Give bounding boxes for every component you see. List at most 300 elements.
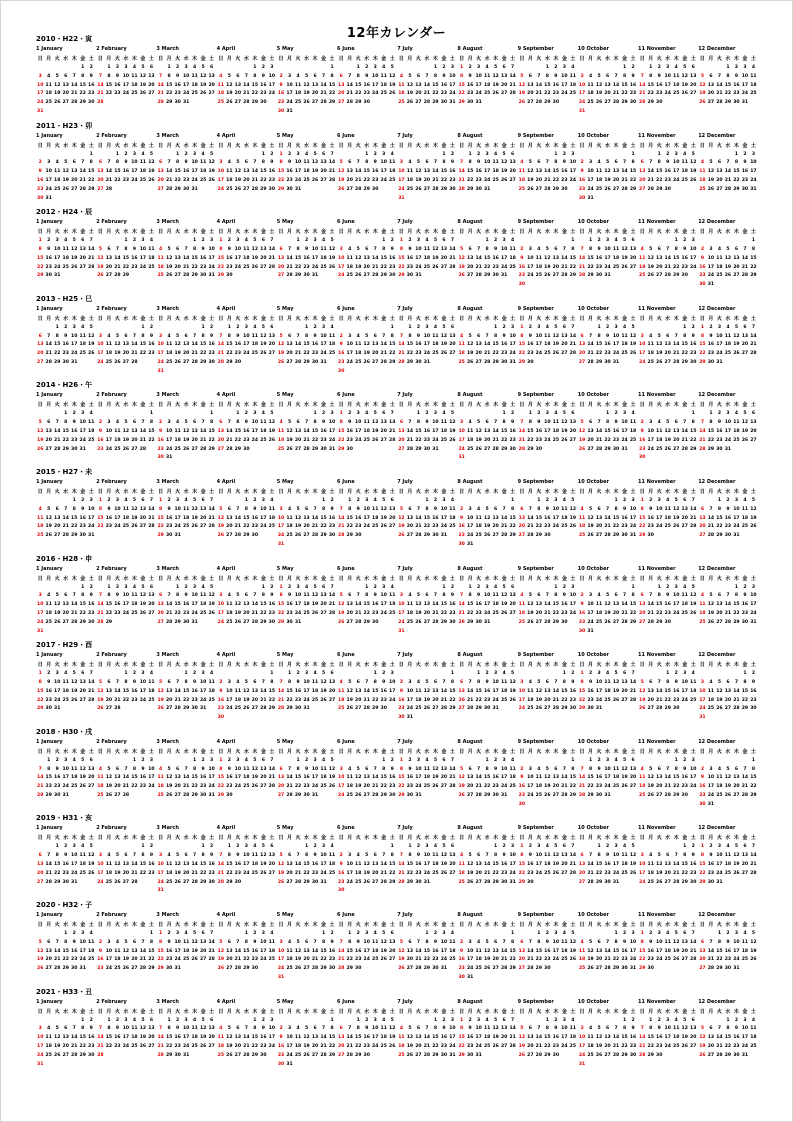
weekday-label: 木 xyxy=(673,56,679,62)
day-number: 26 xyxy=(191,524,198,530)
day-number: 25 xyxy=(639,273,646,279)
day-number: 2 xyxy=(691,844,695,850)
day-number: 3 xyxy=(502,238,506,244)
day-number: 1 xyxy=(442,584,446,590)
day-number: 18 xyxy=(191,82,198,88)
day-number: 26 xyxy=(449,437,456,443)
day-number: 4 xyxy=(734,411,739,417)
day-number: 16 xyxy=(483,688,491,694)
weekday-label: 日 xyxy=(398,56,404,62)
day-number: 29 xyxy=(174,186,181,192)
weekday-label: 日 xyxy=(579,56,585,62)
day-number: 25 xyxy=(398,100,405,106)
day-number: 20 xyxy=(45,437,52,443)
day-number: 16 xyxy=(707,342,715,348)
weekday-header xyxy=(277,489,337,496)
day-number: 6 xyxy=(511,151,515,157)
day-number: 11 xyxy=(45,82,52,88)
weekday-label: 水 xyxy=(123,489,129,495)
day-number: 27 xyxy=(105,706,113,712)
weekday-header xyxy=(518,143,578,150)
month-name: 10 October xyxy=(577,652,609,659)
day-number: 3 xyxy=(416,757,421,763)
day-number: 4 xyxy=(184,498,188,503)
weekday-label: 火 xyxy=(716,402,722,409)
day-number: 21 xyxy=(699,437,706,443)
weekday-header xyxy=(397,56,457,63)
day-number: 7 xyxy=(502,506,506,512)
day-number: 27 xyxy=(621,697,628,703)
day-number: 3 xyxy=(588,160,593,166)
weekday-label: 月 xyxy=(166,748,172,755)
day-number: 5 xyxy=(72,238,76,244)
day-number: 2 xyxy=(674,671,678,677)
day-number: 15 xyxy=(165,82,173,88)
day-number: 26 xyxy=(174,359,181,365)
day-number: 8 xyxy=(640,506,644,512)
day-number: 12 xyxy=(656,861,663,867)
day-number: 18 xyxy=(328,342,336,348)
day-number: 2 xyxy=(700,246,705,252)
day-number: 24 xyxy=(587,619,594,625)
day-number: 15 xyxy=(105,602,113,608)
weekday-label: 土 xyxy=(449,142,455,149)
day-number: 25 xyxy=(750,91,757,97)
day-number: 8 xyxy=(373,679,377,685)
day-number: 17 xyxy=(398,610,405,616)
day-number: 28 xyxy=(346,100,353,106)
day-number: 11 xyxy=(251,853,259,859)
day-number: 16 xyxy=(699,784,706,790)
day-number: 9 xyxy=(236,333,240,339)
day-number: 24 xyxy=(741,91,749,97)
month-calendar xyxy=(156,133,216,207)
day-number: 18 xyxy=(716,264,723,270)
day-number: 19 xyxy=(174,870,181,876)
day-number: 10 xyxy=(346,861,353,867)
day-number: 13 xyxy=(527,82,534,88)
day-number: 9 xyxy=(408,246,412,252)
day-number: 3 xyxy=(691,238,695,244)
day-number: 28 xyxy=(664,273,671,279)
day-number: 1 xyxy=(47,757,51,763)
day-number: 7 xyxy=(176,679,180,685)
day-number: 6 xyxy=(115,766,120,772)
weekday-label: 火 xyxy=(415,748,421,755)
day-number: 26 xyxy=(415,619,422,625)
day-number: 3 xyxy=(219,593,223,599)
day-number: 10 xyxy=(604,766,611,772)
weekday-label: 木 xyxy=(432,489,438,495)
day-number: 5 xyxy=(184,420,188,426)
day-number: 11 xyxy=(398,82,405,88)
day-number: 7 xyxy=(55,420,59,426)
day-number: 4 xyxy=(683,151,687,157)
day-number: 13 xyxy=(604,82,611,88)
weekday-label: 土 xyxy=(449,402,455,409)
weekday-label: 金 xyxy=(140,229,146,236)
day-number: 4 xyxy=(253,844,257,850)
month-name: 2 February xyxy=(96,132,127,139)
day-number: 12 xyxy=(37,948,44,954)
month-calendar xyxy=(698,479,758,553)
day-number: 7 xyxy=(588,333,593,339)
day-number: 1 xyxy=(399,757,404,763)
day-number: 11 xyxy=(724,853,732,859)
day-number: 13 xyxy=(716,169,723,175)
month-name: 9 September xyxy=(517,479,554,485)
day-number: 11 xyxy=(37,515,44,521)
day-number: 25 xyxy=(406,186,414,192)
day-number: 19 xyxy=(208,602,215,608)
month-name: 8 August xyxy=(457,825,483,832)
day-number: 17 xyxy=(328,428,336,434)
day-number: 7 xyxy=(545,160,549,166)
day-number: 1 xyxy=(64,931,68,936)
day-number: 5 xyxy=(442,324,446,330)
day-number: 5 xyxy=(605,160,610,166)
day-number: 13 xyxy=(260,246,267,252)
day-number: 28 xyxy=(54,966,61,972)
day-number: 23 xyxy=(286,610,293,616)
day-number: 21 xyxy=(217,351,225,357)
weekday-label: 木 xyxy=(613,575,619,582)
day-number: 4 xyxy=(81,844,85,850)
day-number: 20 xyxy=(716,610,723,616)
weekday-header xyxy=(156,489,216,496)
month-calendar xyxy=(457,133,517,207)
weekday-label: 日 xyxy=(639,402,645,409)
day-number: 11 xyxy=(544,333,551,339)
day-number: 13 xyxy=(509,593,516,599)
day-number: 23 xyxy=(268,610,276,616)
day-number: 27 xyxy=(372,879,379,885)
weekday-label: 金 xyxy=(321,489,327,495)
day-number: 30 xyxy=(500,879,508,885)
weekday-label: 水 xyxy=(605,142,611,149)
month-name: 9 September xyxy=(517,738,554,745)
day-number: 19 xyxy=(621,255,628,261)
day-number: 14 xyxy=(535,82,543,88)
day-number: 27 xyxy=(363,273,370,279)
day-number: 11 xyxy=(320,766,327,772)
day-number: 29 xyxy=(320,533,327,539)
day-number: 14 xyxy=(97,602,104,608)
weekday-label: 水 xyxy=(183,662,189,669)
day-number: 24 xyxy=(509,870,516,876)
day-number: 8 xyxy=(442,160,446,166)
day-number: 26 xyxy=(191,957,198,963)
weekday-label: 日 xyxy=(338,575,344,582)
day-number: 9 xyxy=(47,679,51,685)
day-number: 6 xyxy=(47,420,51,426)
day-number: 9 xyxy=(356,506,360,512)
day-number: 26 xyxy=(122,966,130,972)
day-number: 27 xyxy=(37,359,44,365)
day-number: 11 xyxy=(639,255,646,261)
weekday-label: 土 xyxy=(570,662,576,669)
day-number: 8 xyxy=(107,593,111,599)
day-number: 25 xyxy=(88,957,95,963)
day-number: 6 xyxy=(614,160,618,166)
weekday-label: 火 xyxy=(656,748,662,755)
weekday-label: 月 xyxy=(708,229,714,236)
day-number: 19 xyxy=(415,177,422,183)
day-number: 19 xyxy=(681,82,688,88)
weekday-label: 日 xyxy=(519,489,525,495)
day-number: 1 xyxy=(55,844,59,850)
weekday-label: 日 xyxy=(699,229,705,236)
day-number: 24 xyxy=(604,264,611,270)
day-number: 8 xyxy=(700,333,705,339)
weekday-label: 月 xyxy=(467,229,473,236)
weekday-label: 火 xyxy=(476,575,482,582)
day-number: 4 xyxy=(657,420,661,426)
day-number: 20 xyxy=(37,870,44,876)
weekday-label: 火 xyxy=(536,835,542,842)
day-number: 26 xyxy=(88,351,95,357)
month-calendar xyxy=(217,825,277,899)
day-number: 27 xyxy=(157,186,164,192)
day-number: 21 xyxy=(148,515,155,521)
day-number: 12 xyxy=(544,775,551,781)
day-number: 15 xyxy=(432,82,439,88)
day-number: 25 xyxy=(294,100,302,106)
weekday-label: 水 xyxy=(424,315,430,322)
day-number: 9 xyxy=(743,593,747,599)
day-number: 18 xyxy=(88,948,95,954)
day-number: 4 xyxy=(683,584,687,590)
day-number: 12 xyxy=(389,73,396,79)
day-number: 3 xyxy=(98,333,103,339)
day-number: 2 xyxy=(184,584,188,590)
day-number: 13 xyxy=(122,861,130,867)
day-number: 7 xyxy=(468,679,472,685)
day-number: 6 xyxy=(72,160,76,166)
day-number: 25 xyxy=(389,177,396,183)
day-number: 23 xyxy=(492,784,499,790)
day-number: 24 xyxy=(690,264,697,270)
day-number: 16 xyxy=(561,169,568,175)
day-number: 5 xyxy=(55,73,59,79)
day-number: 1 xyxy=(734,584,739,590)
weekday-label: 土 xyxy=(750,402,756,409)
day-number: 5 xyxy=(330,757,334,763)
month-name: 6 June xyxy=(337,652,355,659)
weekday-header xyxy=(638,489,698,496)
day-number: 16 xyxy=(423,428,431,434)
day-number: 22 xyxy=(260,610,267,616)
day-number: 30 xyxy=(569,706,577,712)
day-number: 26 xyxy=(208,610,215,616)
day-number: 26 xyxy=(199,91,207,97)
day-number: 24 xyxy=(458,446,465,452)
weekday-label: 水 xyxy=(63,402,69,409)
day-number: 24 xyxy=(234,264,242,270)
day-number: 4 xyxy=(597,593,601,599)
weekday-label: 月 xyxy=(46,748,52,755)
weekday-label: 金 xyxy=(260,835,266,842)
month-name: 2 February xyxy=(96,219,127,226)
day-number: 16 xyxy=(699,264,706,270)
day-number: 11 xyxy=(346,255,353,261)
day-number: 9 xyxy=(141,766,145,772)
day-number: 28 xyxy=(294,359,302,365)
weekday-label: 金 xyxy=(200,835,206,842)
day-number: 25 xyxy=(71,784,78,790)
day-number: 20 xyxy=(165,697,173,703)
month-name: 9 September xyxy=(517,46,554,52)
day-number: 9 xyxy=(597,246,601,252)
day-number: 10 xyxy=(750,160,757,166)
day-number: 29 xyxy=(475,706,482,712)
weekday-label: 日 xyxy=(699,142,705,149)
day-number: 22 xyxy=(629,177,637,183)
day-number: 12 xyxy=(535,688,543,694)
day-number: 1 xyxy=(571,757,575,763)
month-calendar xyxy=(638,46,698,120)
day-number: 2 xyxy=(141,757,145,763)
weekday-label: 土 xyxy=(209,489,215,495)
day-number: 22 xyxy=(681,351,688,357)
day-number: 10 xyxy=(639,861,646,867)
weekday-label: 木 xyxy=(493,835,499,842)
weekday-label: 火 xyxy=(415,662,421,669)
day-number: 18 xyxy=(114,437,121,443)
day-number: 14 xyxy=(432,169,439,175)
day-number: 12 xyxy=(294,515,302,521)
weekday-label: 土 xyxy=(209,142,215,149)
day-number: 8 xyxy=(511,506,515,512)
day-number: 7 xyxy=(330,584,334,590)
day-number: 14 xyxy=(647,169,654,175)
weekday-label: 月 xyxy=(347,315,353,322)
day-number: 14 xyxy=(673,342,680,348)
day-number: 26 xyxy=(37,446,44,452)
day-number: 15 xyxy=(148,428,155,434)
weekday-label: 土 xyxy=(148,835,154,842)
day-number: 11 xyxy=(182,506,190,512)
day-number: 3 xyxy=(89,498,93,503)
day-number: 12 xyxy=(277,861,285,867)
day-number: 10 xyxy=(398,169,405,175)
day-number: 10 xyxy=(157,861,164,867)
day-number: 7 xyxy=(631,671,635,677)
day-number: 23 xyxy=(578,619,586,625)
day-number: 5 xyxy=(261,844,265,850)
month-calendar xyxy=(518,306,578,380)
month-name: 4 April xyxy=(216,46,236,52)
weekday-header xyxy=(217,749,277,756)
day-number: 30 xyxy=(440,100,448,106)
weekday-header xyxy=(698,143,758,150)
day-number: 21 xyxy=(552,697,560,703)
day-number: 4 xyxy=(141,151,145,157)
day-number: 21 xyxy=(79,177,86,183)
day-number: 22 xyxy=(346,524,353,530)
day-number: 22 xyxy=(191,784,198,790)
day-number: 29 xyxy=(552,186,560,192)
day-number: 16 xyxy=(148,342,155,348)
day-number: 26 xyxy=(707,619,715,625)
day-number: 10 xyxy=(509,333,516,339)
day-number: 3 xyxy=(236,238,240,244)
day-number: 28 xyxy=(458,186,465,192)
day-number: 29 xyxy=(234,446,242,452)
day-number: 20 xyxy=(277,784,285,790)
day-number: 28 xyxy=(139,966,147,972)
day-number: 19 xyxy=(656,351,663,357)
weekday-label: 金 xyxy=(381,315,387,322)
day-number: 20 xyxy=(260,775,267,781)
day-number: 10 xyxy=(500,766,508,772)
day-number: 21 xyxy=(716,91,723,97)
day-number: 1 xyxy=(691,411,695,417)
weekday-label: 金 xyxy=(682,489,688,495)
day-number: 6 xyxy=(605,73,610,79)
day-number: 6 xyxy=(64,593,68,599)
day-number: 28 xyxy=(105,186,113,192)
day-number: 8 xyxy=(477,679,481,685)
day-number: 20 xyxy=(629,775,637,781)
year-block xyxy=(36,121,760,207)
weekday-label: 月 xyxy=(467,835,473,842)
day-number: 2 xyxy=(132,671,137,677)
day-number: 29 xyxy=(217,792,225,798)
weekday-header xyxy=(337,316,397,323)
day-number: 16 xyxy=(612,428,620,434)
day-number: 18 xyxy=(527,697,534,703)
weekday-header xyxy=(96,835,156,842)
day-number: 5 xyxy=(365,853,369,859)
day-number: 17 xyxy=(122,602,130,608)
day-number: 21 xyxy=(707,524,715,530)
weekday-label: 水 xyxy=(304,662,310,669)
day-number: 4 xyxy=(640,766,644,772)
day-number: 13 xyxy=(355,688,362,694)
day-number: 1 xyxy=(528,411,532,417)
day-number: 16 xyxy=(243,428,250,434)
weekday-label: 月 xyxy=(287,748,293,755)
month-name: 12 December xyxy=(698,825,736,832)
day-number: 17 xyxy=(54,255,61,261)
day-number: 8 xyxy=(149,939,154,945)
day-number: 25 xyxy=(346,273,353,279)
day-number: 22 xyxy=(54,870,61,876)
month-name: 11 November xyxy=(638,305,676,312)
day-number: 25 xyxy=(724,870,732,876)
weekday-header xyxy=(698,835,758,842)
day-number: 23 xyxy=(105,524,113,530)
day-number: 24 xyxy=(294,177,302,183)
weekday-label: 金 xyxy=(742,229,748,236)
weekday-label: 土 xyxy=(690,142,696,149)
day-number: 26 xyxy=(587,533,594,539)
day-number: 28 xyxy=(71,100,78,106)
day-number: 1 xyxy=(709,411,713,417)
month-calendar xyxy=(217,306,277,380)
day-number: 22 xyxy=(372,697,379,703)
day-number: 12 xyxy=(328,246,336,252)
day-number: 12 xyxy=(724,255,732,261)
weekday-label: 木 xyxy=(613,315,619,322)
day-number: 10 xyxy=(243,333,250,339)
weekday-label: 月 xyxy=(467,489,473,495)
day-number: 7 xyxy=(115,246,120,252)
day-number: 24 xyxy=(500,264,508,270)
day-number: 28 xyxy=(475,792,482,798)
day-number: 13 xyxy=(122,342,130,348)
